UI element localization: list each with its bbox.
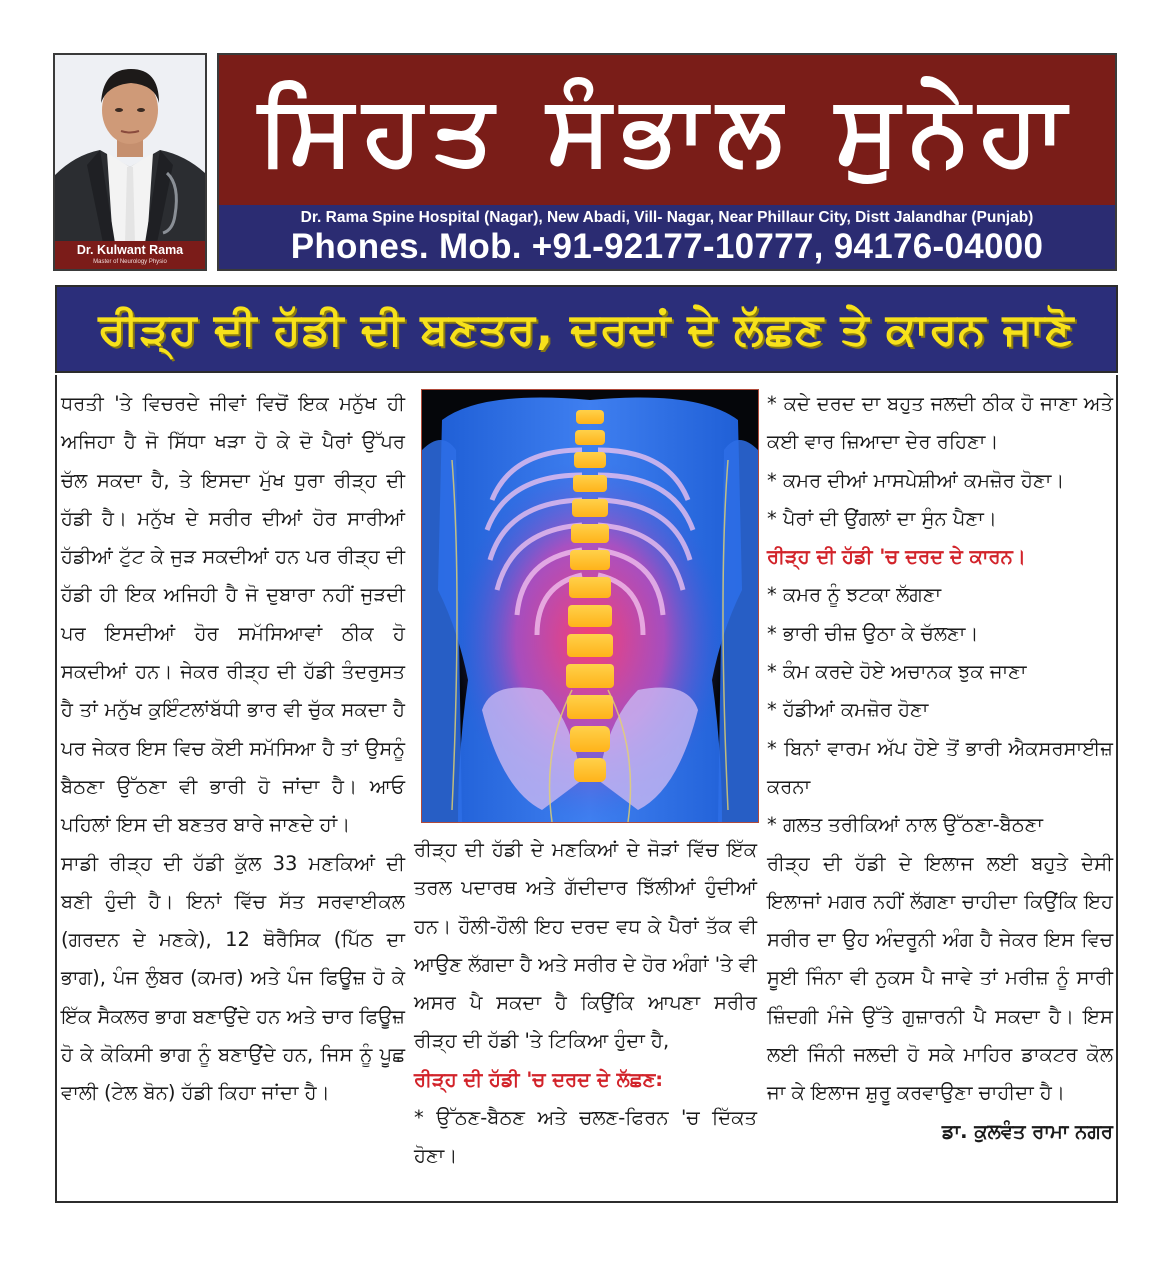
doctor-name: Dr. Kulwant Rama xyxy=(76,243,184,257)
doctor-qualification: Master of Neurology Physio xyxy=(93,259,167,265)
symptom-item: * ਕਮਰ ਦੀਆਂ ਮਾਸਪੇਸ਼ੀਆਂ ਕਮਜ਼ੋਰ ਹੋਣਾ। xyxy=(767,468,1065,492)
doctor-caption xyxy=(55,241,205,269)
paragraph-joints: ਰੀੜ੍ਹ ਦੀ ਹੱਡੀ ਦੇ ਮਣਕਿਆਂ ਦੇ ਜੋੜਾਂ ਵਿੱਚ ਇੱਕ ਤਰਲ ਪਦਾਰਥ ਅਤੇ ਗੱਦੀਦਾਰ ਝਿੱਲੀਆਂ ਹੁੰਦੀਆਂ ਹਨ। ਹੌਲੀ-ਹੌਲੀ ਇਹ ਦਰਦ ਵਧ ਕੇ ਪੈਰਾਂ ਤੱਕ ਵੀ ਆਉਣ ਲੱਗਦਾ ਹੈ ਅਤੇ ਸਰੀਰ ਦੇ ਹੋਰ ਅੰਗਾਂ 'ਤੇ ਵੀ ਅਸਰ ਪੈ ਸਕਦਾ ਹੈ ਕਿਉਂਕਿ ਆਪਣਾ ਸਰੀਰ ਰੀੜ੍ਹ ਦੀ ਹੱਡੀ 'ਤੇ ਟਿਕਿਆ ਹੁੰਦਾ ਹੈ, xyxy=(414,838,757,1053)
cause-item: * ਹੱਡੀਆਂ ਕਮਜ਼ੋਰ ਹੋਣਾ xyxy=(767,698,929,722)
column-3 xyxy=(767,385,1113,1151)
cause-item: * ਬਿਨਾਂ ਵਾਰਮ ਅੱਪ ਹੋਏ ਤੋਂ ਭਾਰੀ ਐਕਸਰਸਾਈਜ਼ ਕਰਨਾ xyxy=(767,736,1113,798)
contact-bar xyxy=(219,205,1115,269)
masthead-title: ਸਿਹਤ ਸੰਭਾਲ ਸੁਨੇਹਾ xyxy=(219,55,1115,205)
paragraph-intro: ਧਰਤੀ 'ਤੇ ਵਿਚਰਦੇ ਜੀਵਾਂ ਵਿਚੋਂ ਇਕ ਮਨੁੱਖ ਹੀ ਅਜਿਹਾ ਹੈ ਜੋ ਸਿੱਧਾ ਖੜਾ ਹੋ ਕੇ ਦੋ ਪੈਰਾਂ ਉੱਪਰ ਚੱਲ ਸਕਦਾ ਹੈ, ਤੇ ਇਸਦਾ ਮੁੱਖ ਧੁਰਾ ਰੀੜ੍ਹ ਦੀ ਹੱਡੀ ਹੈ। ਮਨੁੱਖ ਦੇ ਸਰੀਰ ਦੀਆਂ ਹੋਰ ਸਾਰੀਆਂ ਹੱਡੀਆਂ ਟੁੱਟ ਕੇ ਜੁੜ ਸਕਦੀਆਂ ਹਨ ਪਰ ਰੀੜ੍ਹ ਦੀ ਹੱਡੀ ਹੀ ਇਕ ਅਜਿਹੀ ਹੈ ਜੋ ਦੁਬਾਰਾ ਨਹੀਂ ਜੁੜਦੀ ਪਰ ਇਸਦੀਆਂ ਹੋਰ ਸਮੱਸਿਆਵਾਂ ਠੀਕ ਹੋ ਸਕਦੀਆਂ ਹਨ। ਜੇਕਰ ਰੀੜ੍ਹ ਦੀ ਹੱਡੀ ਤੰਦਰੁਸਤ ਹੈ ਤਾਂ ਮਨੁੱਖ ਕੁਇੰਟਲਾਂਬੱਧੀ ਭਾਰ ਵੀ ਚੁੱਕ ਸਕਦਾ ਹੈ ਪਰ ਜੇਕਰ ਇਸ ਵਿਚ ਕੋਈ ਸਮੱਸਿਆ ਹੈ ਤਾਂ ਉਸਨੂੰ ਬੈਠਣਾ ਉੱਠਣਾ ਵੀ ਭਾਰੀ ਹੋ ਜਾਂਦਾ ਹੈ। ਆਓ ਪਹਿਲਾਂ ਇਸ ਦੀ ਬਣਤਰ ਬਾਰੇ ਜਾਣਦੇ ਹਾਂ। xyxy=(61,392,405,837)
author-signature: ਡਾ. ਕੁਲਵੰਤ ਰਾਮਾ ਨਗਰ xyxy=(941,1119,1113,1143)
symptom-item: * ਉੱਠਣ-ਬੈਠਣ ਅਤੇ ਚਲਣ-ਫਿਰਨ 'ਚ ਦਿੱਕਤ ਹੋਣਾ। xyxy=(414,1106,757,1168)
masthead xyxy=(217,53,1117,271)
cause-item: * ਕੰਮ ਕਰਦੇ ਹੋਏ ਅਚਾਨਕ ਝੁਕ ਜਾਣਾ xyxy=(767,660,1027,684)
cause-item: * ਕਮਰ ਨੂੰ ਝਟਕਾ ਲੱਗਣਾ xyxy=(767,583,942,607)
paragraph-closing: ਰੀੜ੍ਹ ਦੀ ਹੱਡੀ ਦੇ ਇਲਾਜ ਲਈ ਬਹੁਤੇ ਦੇਸੀ ਇਲਾਜਾਂ ਮਗਰ ਨਹੀਂ ਲੱਗਣਾ ਚਾਹੀਦਾ ਕਿਉਂਕਿ ਇਹ ਸਰੀਰ ਦਾ ਉਹ ਅੰਦਰੂਨੀ ਅੰਗ ਹੈ ਜੇਕਰ ਇਸ ਵਿਚ ਸੂਈ ਜਿੰਨਾ ਵੀ ਨੁਕਸ ਪੈ ਜਾਵੇ ਤਾਂ ਮਰੀਜ਼ ਨੂੰ ਸਾਰੀ ਜ਼ਿੰਦਗੀ ਮੰਜੇ ਉੱਤੇ ਗੁਜ਼ਾਰਨੀ ਪੈ ਸਕਦਾ ਹੈ। ਇਸ ਲਈ ਜਿੰਨੀ ਜਲਦੀ ਹੋ ਸਕੇ ਮਾਹਿਰ ਡਾਕਟਰ ਕੋਲ ਜਾ ਕੇ ਇਲਾਜ ਸ਼ੁਰੂ ਕਰਵਾਉਣਾ ਚਾਹੀਦਾ ਹੈ। xyxy=(767,851,1113,1105)
causes-heading: ਰੀੜ੍ਹ ਦੀ ਹੱਡੀ 'ਚ ਦਰਦ ਦੇ ਕਾਰਨ। xyxy=(767,545,1026,569)
spine-illustration xyxy=(421,389,759,823)
doctor-portrait-image xyxy=(55,55,205,243)
spine-xray-image xyxy=(422,390,758,822)
cause-item: * ਭਾਰੀ ਚੀਜ਼ ਉਠਾ ਕੇ ਚੱਲਣਾ। xyxy=(767,621,979,645)
symptom-item: * ਕਦੇ ਦਰਦ ਦਾ ਬਹੁਤ ਜਲਦੀ ਠੀਕ ਹੋ ਜਾਣਾ ਅਤੇ ਕਈ ਵਾਰ ਜ਼ਿਆਦਾ ਦੇਰ ਰਹਿਣਾ। xyxy=(767,392,1113,454)
paragraph-structure: ਸਾਡੀ ਰੀੜ੍ਹ ਦੀ ਹੱਡੀ ਕੁੱਲ 33 ਮਣਕਿਆਂ ਦੀ ਬਣੀ ਹੁੰਦੀ ਹੈ। ਇਨਾਂ ਵਿੱਚ ਸੱਤ ਸਰਵਾਈਕਲ (ਗਰਦਨ ਦੇ ਮਣਕੇ), 12 ਥੋਰੈਸਿਕ (ਪਿੱਠ ਦਾ ਭਾਗ), ਪੰਜ ਲੁੰਬਰ (ਕਮਰ) ਅਤੇ ਪੰਜ ਫਿਊਜ਼ ਹੋ ਕੇ ਇੱਕ ਸੈਕਲਰ ਭਾਗ ਬਣਾਉਂਦੇ ਹਨ ਅਤੇ ਚਾਰ ਫਿਊਜ਼ ਹੋ ਕੇ ਕੋਕਿਸੀ ਭਾਗ ਨੂੰ ਬਣਾਉਂਦੇ ਹਨ, ਜਿਸ ਨੂੰ ਪੂਛ ਵਾਲੀ (ਟੇਲ ਬੋਨ) ਹੱਡੀ ਕਿਹਾ ਜਾਂਦਾ ਹੈ। xyxy=(61,851,405,1105)
article-body xyxy=(55,375,1118,1203)
phone-numbers: Phones. Mob. +91-92177-10777, 94176-04000 xyxy=(290,227,1044,266)
hospital-address: Dr. Rama Spine Hospital (Nagar), New Abadi, Vill- Nagar, Near Phillaur City, Distt Jalandhar (Punjab) xyxy=(300,209,1034,226)
symptoms-heading: ਰੀੜ੍ਹ ਦੀ ਹੱਡੀ 'ਚ ਦਰਦ ਦੇ ਲੱਛਣ: xyxy=(414,1067,664,1091)
headline-text: ਰੀੜ੍ਹ ਦੀ ਹੱਡੀ ਦੀ ਬਣਤਰ, ਦਰਦਾਂ ਦੇ ਲੱਛਣ ਤੇ ਕਾਰਨ ਜਾਣੋ xyxy=(98,303,1075,355)
symptom-item: * ਪੈਰਾਂ ਦੀ ਉਂਗਲਾਂ ਦਾ ਸੁੰਨ ਪੈਣਾ। xyxy=(767,506,997,530)
column-2 xyxy=(414,831,757,1176)
column-1 xyxy=(61,385,405,1113)
doctor-photo xyxy=(53,53,207,271)
cause-item: * ਗਲਤ ਤਰੀਕਿਆਂ ਨਾਲ ਉੱਠਣਾ-ਬੈਠਣਾ xyxy=(767,813,1043,837)
headline-banner xyxy=(55,285,1118,373)
